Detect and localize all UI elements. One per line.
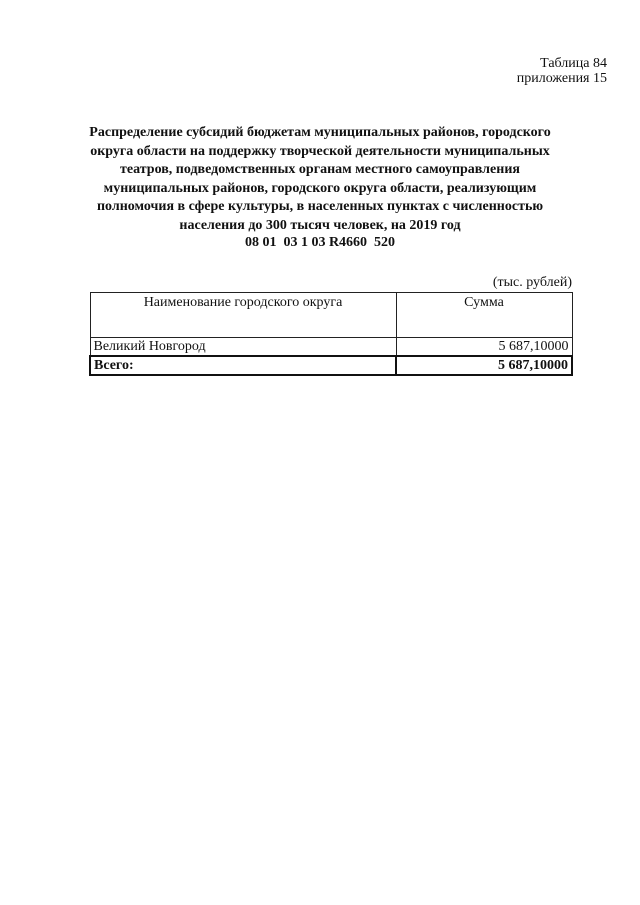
title-line: населения до 300 тысяч человек, на 2019 год	[179, 217, 461, 233]
title-line: муниципальных районов, городского округа области, реализующим	[103, 180, 537, 196]
table-reference	[517, 56, 607, 86]
document-title	[80, 124, 560, 235]
column-header-amount: Сумма	[396, 293, 572, 338]
units-label: (тыс. рублей)	[492, 275, 572, 290]
table-header-row	[90, 293, 572, 338]
subsidy-table	[89, 292, 573, 376]
title-line: Распределение субсидий бюджетам муниципальных районов, городского	[89, 125, 551, 140]
table-number: Таблица 84	[540, 56, 607, 71]
appendix-number: приложения 15	[516, 71, 607, 86]
title-line: театров, подведомственных органам местного самоуправления	[120, 162, 520, 177]
amount-cell: 5 687,10000	[396, 338, 572, 357]
total-amount-cell: 5 687,10000	[396, 356, 572, 375]
total-label-cell: Всего:	[90, 356, 396, 375]
title-line: округа области на поддержку творческой деятельности муниципальных	[90, 143, 550, 159]
column-header-name: Наименование городского округа	[90, 293, 396, 338]
title-line: полномочия в сфере культуры, в населенных пунктах с численностью	[96, 199, 544, 214]
table-row	[90, 338, 572, 357]
district-name-cell: Великий Новгород	[90, 338, 396, 357]
total-row	[90, 356, 572, 375]
budget-classification-code: 08 01 03 1 03 R4660 520	[244, 235, 396, 250]
